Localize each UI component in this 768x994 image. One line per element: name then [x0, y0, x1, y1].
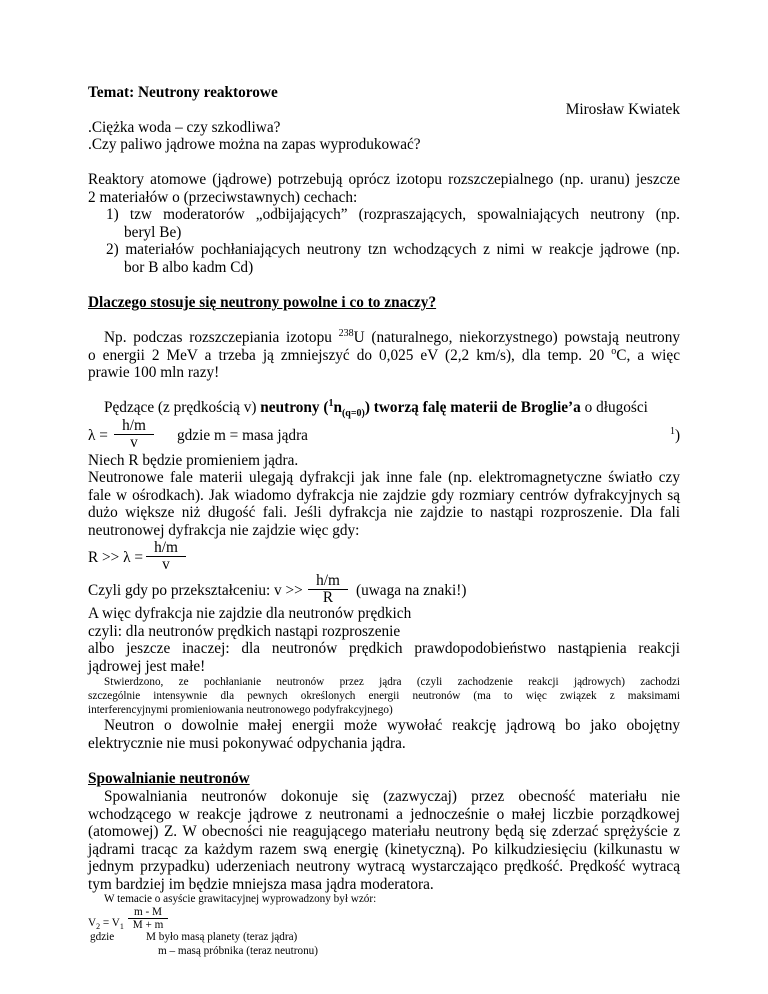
paragraph-de-broglie: Pędzące (z prędkością v) neutrony $(^1n_{(q=0)})$ tworzą falę materii de Broglie’a o długości	[104, 397, 648, 420]
where-definition-2: m – masą próbnika (teraz neutronu)	[158, 945, 318, 957]
formula-lambda-fraction	[114, 418, 154, 451]
small-note-line-3: interferencyjnymi promieniowania neutronowego podyfrakcyjnego)	[88, 704, 393, 716]
formula-lambda-denominator: v	[130, 434, 138, 451]
moderation-line-6: tym bardziej im będzie mniejsza masa jądra moderatora.	[88, 876, 434, 893]
where-definition-1: M było masą planety (teraz jądra)	[146, 931, 298, 943]
formula-lambda-numerator: h/m	[114, 418, 154, 435]
list-item-1: 1) tzw moderatorów „odbijających” (rozpraszających, spowalniających neutrony (np.	[106, 206, 680, 223]
footnote-marker: $^1$)	[670, 425, 681, 444]
small-note-line-2: szczególnie intensywnie dla pewnych określonych energii neutronów (ma to więc związek z maksimami	[88, 690, 680, 702]
formula-lambda-where: gdzie m = masa jądra	[177, 427, 308, 444]
moderation-line-3: (atomowej) Z. W obecności nie reagującego materiału neutrony będą się zderzać sprężyście z	[88, 823, 680, 840]
question-2: .Czy paliwo jądrowe można na zapas wyprodukować?	[88, 136, 421, 153]
moderation-line-1: Spowalniania neutronów dokonuje się (zazwyczaj) przez obecność materiału nie	[104, 788, 680, 805]
conclusion-line-2: czyli: dla neutronów prędkich nastąpi rozproszenie	[88, 623, 401, 640]
neutral-neutron-line-2: elektrycznie nie musi pokonywać odpychania jądra.	[88, 735, 406, 752]
conclusion-line-3: albo jeszcze inaczej: dla neutronów prędkich prawdopodobieństwo nastąpienia reakcji	[88, 640, 680, 657]
author-name: Mirosław Kwiatek	[565, 101, 680, 118]
neutral-neutron-line-1: Neutron o dowolnie małej energii może wywołać reakcję jądrową bo jako obojętny	[104, 717, 680, 734]
moderation-line-5: jednym przypadku) uderzeniach neutrony wytracą wystarczająco prędkość. Prędkość wytracą	[88, 858, 680, 875]
transform-line-pre: Czyli gdy po przekształceniu: v >>	[88, 582, 303, 599]
conclusion-line-4: jądrowej jest małe!	[88, 658, 206, 675]
intro-line-1: Reaktory atomowe (jądrowe) potrzebują oprócz izotopu rozszczepialnego (np. uranu) jeszcze	[88, 171, 680, 188]
diffraction-line-1: Neutronowe fale materii ulegają dyfrakcji jak inne fale (np. elektromagnetyczne światło czy	[88, 469, 680, 486]
section-heading-moderation: Spowalnianie neutronów	[88, 770, 250, 787]
where-label: gdzie	[90, 931, 115, 943]
document-title: Temat: Neutrony reaktorowe	[88, 84, 278, 101]
paragraph-u238-line-1: Np. podczas rozszczepiania izotopu $^{238}$U (naturalnego, niekorzystnego) powstają neutrony	[104, 327, 680, 346]
moderation-line-2: wchodzącego w reakcje jądrowe z neutronami a jednocześnie o małej liczbie porządkowej	[88, 806, 680, 823]
formula-r-numerator: h/m	[146, 540, 186, 557]
list-item-2-cont: bor B albo kadm Cd)	[124, 259, 254, 276]
formula-r-denominator: v	[162, 556, 170, 573]
moderation-line-4: jądrami tracąc za każdym razem swą energię (kinetyczną). Po kilkudziesięciu (kilkunastu w	[88, 841, 680, 858]
formula-v-denominator: R	[322, 589, 334, 606]
list-item-2: 2) materiałów pochłaniających neutrony tzn wchodzących z nimi w reakcje jądrowe (np.	[106, 241, 680, 258]
velocity-formula-lhs: $V_2 = V_1$	[88, 917, 124, 932]
diffraction-line-4: neutronowej dyfrakcja nie zajdzie więc gdy:	[88, 522, 360, 539]
transform-line-post: (uwaga na znaki!)	[356, 582, 467, 599]
diffraction-line-3: dużo większe niż długość fali. Jeśli dyfrakcja nie zajdzie to nastąpi rozproszenie. Dla fali	[88, 504, 680, 521]
list-item-1-cont: beryl Be)	[124, 224, 182, 241]
formula-v-numerator: h/m	[308, 573, 348, 590]
small-note-line-1: Stwierdzono, ze pochłanianie neutronów przez jądra (czyli zachodzenie reakcji jądrowych) zachodzi	[104, 676, 680, 688]
velocity-formula-numerator: m - M	[128, 906, 168, 919]
formula-r-fraction	[146, 540, 186, 573]
question-1: .Ciężka woda – czy szkodliwa?	[88, 119, 281, 136]
radius-definition: Niech R będzie promieniem jądra.	[88, 452, 299, 469]
gravity-assist-intro: W temacie o asyście grawitacyjnej wyprowadzony był wzór:	[104, 893, 377, 905]
paragraph-u238-line-2: o energii 2 MeV a trzeba ją zmniejszyć do 0,025 eV (2,2 km/s), dla temp. 20 $^o$C, a więc	[88, 345, 681, 364]
velocity-formula-fraction	[128, 906, 168, 931]
formula-lambda-lhs: λ =	[88, 427, 108, 444]
section-heading-slow-neutrons: Dlaczego stosuje się neutrony powolne i co to znaczy?	[88, 294, 437, 311]
conclusion-line-1: A więc dyfrakcja nie zajdzie dla neutronów prędkich	[88, 605, 412, 622]
intro-line-2: 2 materiałów o (przeciwstawnych) cechach:	[88, 189, 358, 206]
velocity-formula-denominator: M + m	[132, 919, 164, 931]
formula-v-fraction	[308, 573, 348, 606]
formula-r-lhs: R >> λ =	[88, 549, 143, 566]
diffraction-line-2: fale w ośrodkach). Jak wiadomo dyfrakcja nie zajdzie gdy rozmiary centrów dyfrakcyjnych są	[88, 487, 680, 504]
paragraph-u238-line-3: prawie 100 mln razy!	[88, 364, 220, 381]
